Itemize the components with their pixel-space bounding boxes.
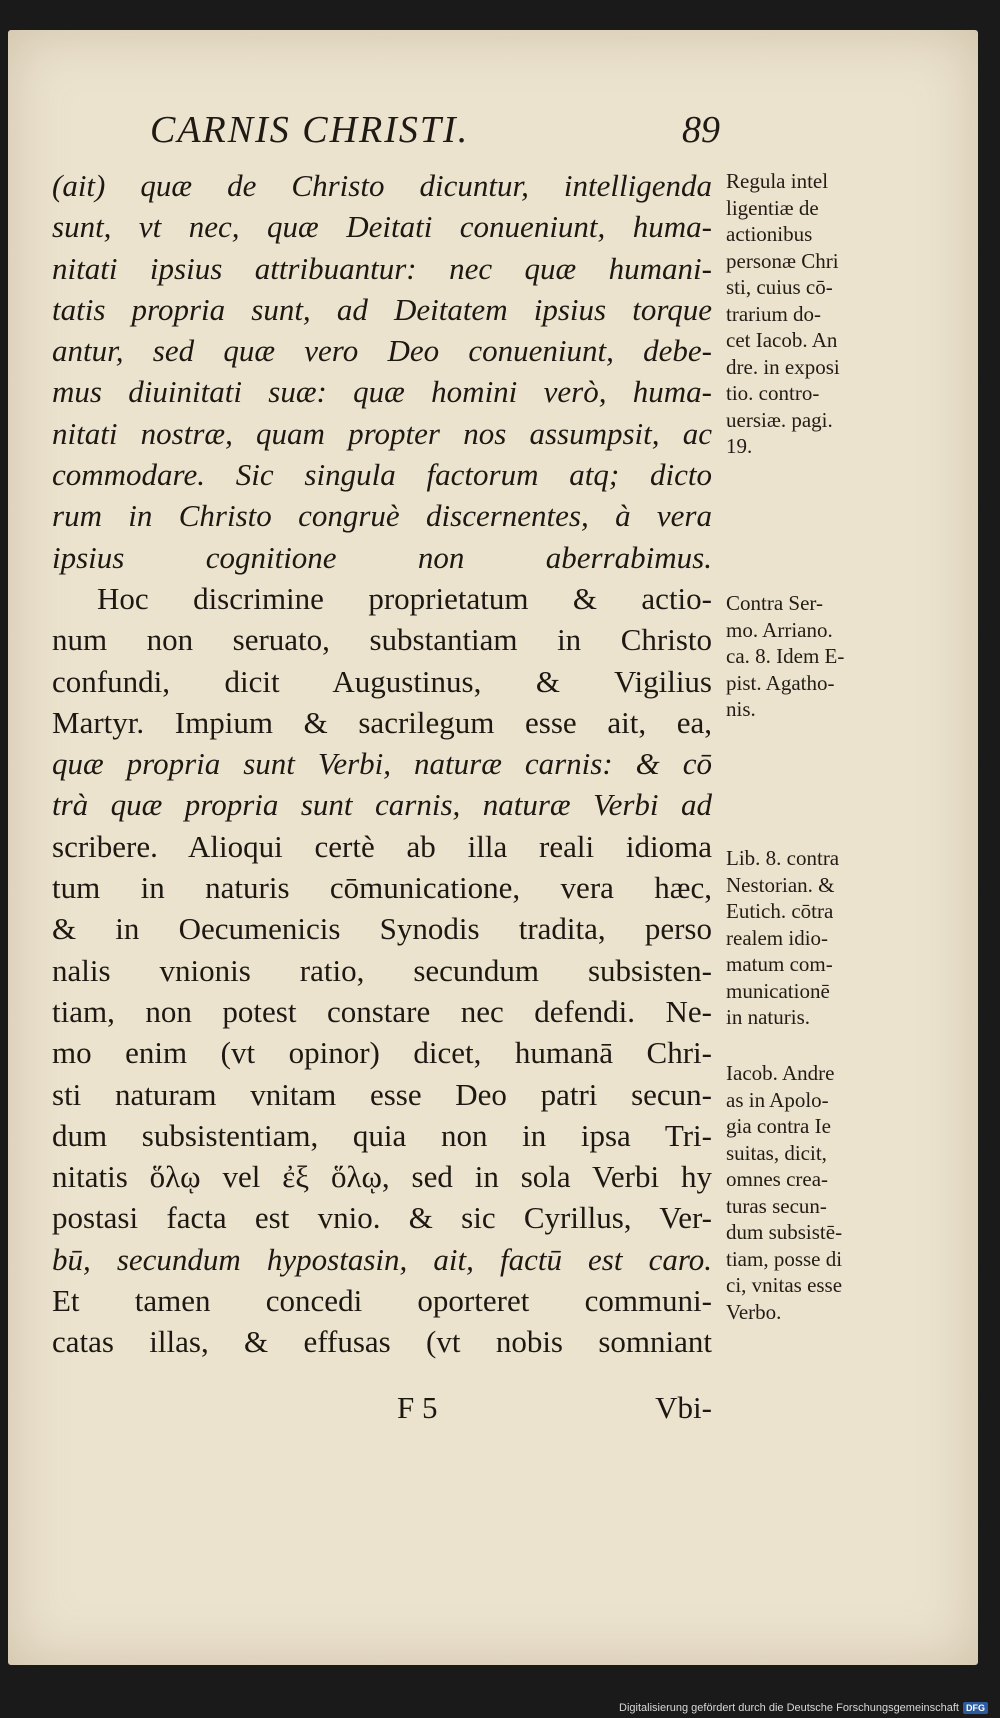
text-line: nalis vnionis ratio, secundum subsisten- [52, 952, 712, 988]
text-line: Hoc discrimine proprietatum & actio- [97, 580, 712, 616]
marginal-note-line: personæ Chri [726, 248, 839, 273]
marginal-note-line: Lib. 8. contra [726, 846, 840, 870]
marginal-note-line: trarium do- [726, 301, 822, 326]
marginal-note-line: nis. [726, 697, 756, 721]
marginal-note-line: Eutich. cōtra [726, 899, 834, 923]
text-line: ipsius cognitione non aberrabimus. [52, 539, 712, 575]
text-line: num non seruato, substantiam in Christo [52, 622, 712, 658]
text-line: rum in Christo congruè discernentes, à vera [52, 498, 712, 534]
dfg-logo: DFG [963, 1702, 988, 1714]
page-number: 89 [682, 109, 720, 151]
marginal-note-line: tiam, posse di [726, 1246, 843, 1271]
signature-mark: F 5 [397, 1390, 438, 1425]
marginal-note-line: actionibus [726, 222, 813, 246]
text-line: scribere. Alioqui certè ab illa reali idioma [52, 828, 712, 864]
marginal-note-line: mo. Arriano. [726, 617, 833, 642]
marginal-note-line: uersiæ. pagi. [726, 407, 833, 432]
marginal-note-line: Nestorian. & [726, 872, 835, 897]
marginal-note-3 [726, 845, 901, 1031]
text-line: quæ propria sunt Verbi, naturæ carnis: & cō [52, 746, 712, 782]
marginal-note-line: Regula intel [726, 169, 829, 193]
text-line: nitati nostræ, quam propter nos assumpsit, ac [52, 415, 712, 451]
marginal-note-2 [726, 590, 901, 723]
marginal-note-line: gia contra Ie [726, 1114, 831, 1138]
text-line: sunt, vt nec, quæ Deitati conueniunt, huma- [52, 209, 712, 245]
marginal-note-line: realem idio- [726, 925, 829, 950]
marginal-note-line: ca. 8. Idem E- [726, 644, 845, 668]
digitization-credit [619, 1702, 988, 1714]
marginal-note-1 [726, 168, 901, 460]
marginal-note-line: dre. in exposi [726, 354, 840, 379]
text-line: bū, secundum hypostasin, ait, factū est caro. [52, 1241, 712, 1277]
text-line: confundi, dicit Augustinus, & Vigilius [52, 663, 712, 699]
marginal-note-line: cet Iacob. An [726, 328, 838, 352]
running-header [150, 108, 720, 160]
text-line: antur, sed quæ vero Deo conueniunt, debe- [52, 333, 712, 369]
page-footer [52, 1390, 712, 1434]
marginal-note-line: Iacob. Andre [726, 1061, 835, 1085]
text-line: tatis propria sunt, ad Deitatem ipsius torque [52, 291, 712, 327]
marginal-note-line: municationē [726, 978, 830, 1003]
marginal-note-line: as in Apolo- [726, 1087, 829, 1112]
marginal-note-line: ci, vnitas esse [726, 1273, 843, 1297]
text-line: & in Oecumenicis Synodis tradita, perso [52, 911, 712, 947]
text-line: commodare. Sic singula factorum atq; dicto [52, 457, 712, 493]
text-line: tum in naturis cōmunicatione, vera hæc, [52, 870, 712, 906]
marginal-note-line: pist. Agatho- [726, 670, 835, 695]
catchword: Vbi- [655, 1390, 712, 1425]
text-line: tiam, non potest constare nec defendi. Ne- [52, 993, 712, 1029]
credit-text: Digitalisierung gefördert durch die Deutsche Forschungsgemeinschaft [619, 1702, 959, 1714]
text-line: trà quæ propria sunt carnis, naturæ Verbi ad [52, 787, 712, 823]
marginal-note-line: ligentiæ de [726, 195, 819, 220]
main-text-column [52, 165, 712, 1363]
text-line: (ait) quæ de Christo dicuntur, intelligenda [52, 168, 712, 203]
text-line: postasi facta est vnio. & sic Cyrillus, Ver- [52, 1200, 712, 1236]
running-title: CARNIS CHRISTI. [150, 109, 470, 151]
marginal-note-line: omnes crea- [726, 1167, 829, 1191]
text-line: sti naturam vnitam esse Deo patri secun- [52, 1076, 712, 1112]
text-line: mo enim (vt opinor) dicet, humanā Chri- [52, 1035, 712, 1071]
marginal-note-line: suitas, dicit, [726, 1140, 827, 1165]
text-line: Martyr. Impium & sacrilegum esse ait, ea, [52, 704, 712, 740]
text-line: nitati ipsius attribuantur: nec quæ humani- [52, 250, 712, 286]
marginal-note-line: Contra Ser- [726, 591, 823, 615]
marginal-note-line: matum com- [726, 952, 833, 976]
marginal-note-line: Verbo. [726, 1299, 782, 1324]
text-line: catas illas, & effusas (vt nobis somniant [52, 1324, 712, 1360]
marginal-note-4 [726, 1060, 901, 1325]
marginal-note-line: in naturis. [726, 1005, 810, 1029]
marginal-note-line: 19. [726, 434, 753, 458]
marginal-note-line: turas secun- [726, 1193, 827, 1218]
marginal-note-line: dum subsistē- [726, 1220, 843, 1244]
text-line: nitatis ὅλῳ vel ἐξ ὅλῳ, sed in sola Verbi hy [52, 1159, 712, 1195]
marginal-note-line: tio. contro- [726, 381, 820, 405]
marginal-note-line: sti, cuius cō- [726, 275, 833, 299]
text-line: mus diuinitati suæ: quæ homini verò, huma- [52, 374, 712, 410]
text-line: dum subsistentiam, quia non in ipsa Tri- [52, 1117, 712, 1153]
text-line: Et tamen concedi oporteret communi- [52, 1283, 712, 1319]
